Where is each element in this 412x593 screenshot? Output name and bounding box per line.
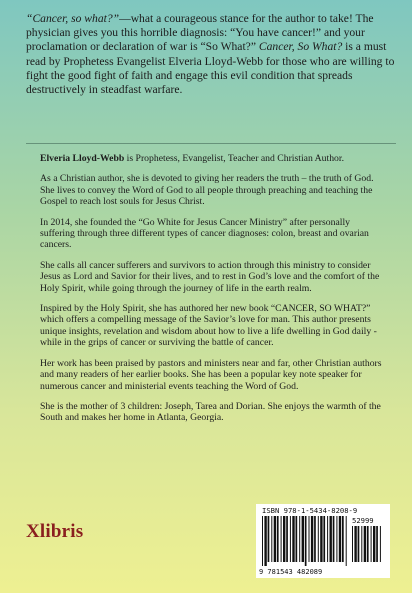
barcode-bar xyxy=(277,516,279,562)
addon-barcode-bars xyxy=(352,526,384,566)
barcode-bar xyxy=(358,526,360,562)
bio-paragraph-6: Her work has been praised by pastors and ministers near and far, other Christian authors and many readers of her earlier books. She has been a popular key note speaker for numerous cancer and ministerial events teaching the Word of God. xyxy=(40,357,382,392)
barcode-bar xyxy=(292,516,294,562)
barcode-bar xyxy=(373,526,375,562)
barcode-bar xyxy=(290,516,291,562)
bio-paragraph-3: In 2014, she founded the “Go White for Jesus Cancer Ministry” after personally suffering through three different types of cancer diagnoses: colon, breast and ovarian cancers. xyxy=(40,216,369,251)
barcode-bar xyxy=(346,516,347,566)
barcode-bar xyxy=(264,516,266,566)
barcode-bar xyxy=(318,516,319,562)
barcode-bar xyxy=(323,516,325,562)
barcode-bar xyxy=(283,516,285,562)
barcode-bar xyxy=(299,516,300,562)
barcode-bar xyxy=(376,526,378,562)
bio-paragraph-5: Inspired by the Holy Spirit, she has authored her new book “CANCER, SO WHAT?” which offers a compelling message of the Savior’s love for man. This author presents unique insights, revelation and wisdom about how to live a life dwelling in God daily - while in the grips of cancer or surviving the battle of cancer. xyxy=(40,303,377,349)
barcode xyxy=(256,504,390,578)
isbn-text: ISBN 978-1-5434-8208-9 xyxy=(262,506,358,515)
ean-number: 9 781543 482089 xyxy=(259,568,323,576)
bio-paragraph-1 xyxy=(40,153,386,164)
barcode-bar xyxy=(305,516,307,566)
barcode-bar xyxy=(333,516,335,562)
barcode-bar xyxy=(320,516,322,562)
barcode-bar xyxy=(367,526,369,562)
barcode-bar xyxy=(327,516,328,562)
barcode-bar xyxy=(311,516,313,562)
author-bio xyxy=(40,153,386,433)
publisher-logo: Xlibris xyxy=(26,521,84,542)
barcode-bar xyxy=(262,516,263,566)
intro-blurb xyxy=(26,12,396,97)
barcode-bar xyxy=(281,516,282,562)
barcode-bar xyxy=(286,516,288,562)
barcode-bar xyxy=(296,516,298,562)
bio-p1-text: is Prophetess, Evangelist, Teacher and Christian Author. xyxy=(124,153,345,164)
barcode-bar xyxy=(364,526,366,562)
barcode-bar xyxy=(371,526,372,562)
barcode-bar xyxy=(268,516,270,562)
bio-paragraph-7: She is the mother of 3 children: Joseph, Tarea and Dorian. She enjoys the warmth of the South and makes her home in Atlanta, Georgia. xyxy=(40,400,381,424)
bio-paragraph-4: She calls all cancer sufferers and survivors to action through this ministry to consider Jesus as Lord and Savior for their lives, and to rest in God’s love and the comfort of the Holy Spirit, while going through the journey of life in the earth realm. xyxy=(40,259,380,294)
barcode-bar xyxy=(271,516,272,562)
barcode-bar xyxy=(336,516,337,562)
barcode-bar xyxy=(314,516,316,562)
intro-book-title: Cancer, So What? xyxy=(258,40,343,54)
intro-lead: “Cancer, so what?” xyxy=(26,12,120,25)
barcode-bar xyxy=(342,516,344,562)
barcode-bar xyxy=(380,526,381,562)
author-name: Elveria Lloyd-Webb xyxy=(40,153,125,164)
barcode-bar xyxy=(352,526,353,562)
barcode-bar xyxy=(339,516,341,562)
barcode-bar xyxy=(330,516,332,562)
ean-barcode-bars xyxy=(262,516,348,566)
barcode-bar xyxy=(354,526,356,562)
divider xyxy=(26,143,396,144)
barcode-bar xyxy=(274,516,276,562)
addon-number: 52999 xyxy=(352,516,374,525)
barcode-bar xyxy=(361,526,362,562)
intro-part-1: —what a courageous stance for the author to take! The physician gives you this horrible diagnosis: “You have cancer!” and your proclamation or declaration of war is “So What?” xyxy=(26,12,374,54)
barcode-bar xyxy=(302,516,304,562)
barcode-bar xyxy=(309,516,310,562)
intro-part-2: is a must read by Prophetess Evangelist Elveria Lloyd-Webb for those who are willing to fight the good fight of faith and engage this evil condition that spreads destructively in steadfast warfare. xyxy=(26,40,395,97)
bio-paragraph-2: As a Christian author, she is devoted to giving her readers the truth – the truth of God. She lives to convey the Word of God to all people through preaching and teaching the Gospel to reach lost souls for Jesus Christ. xyxy=(40,173,374,208)
